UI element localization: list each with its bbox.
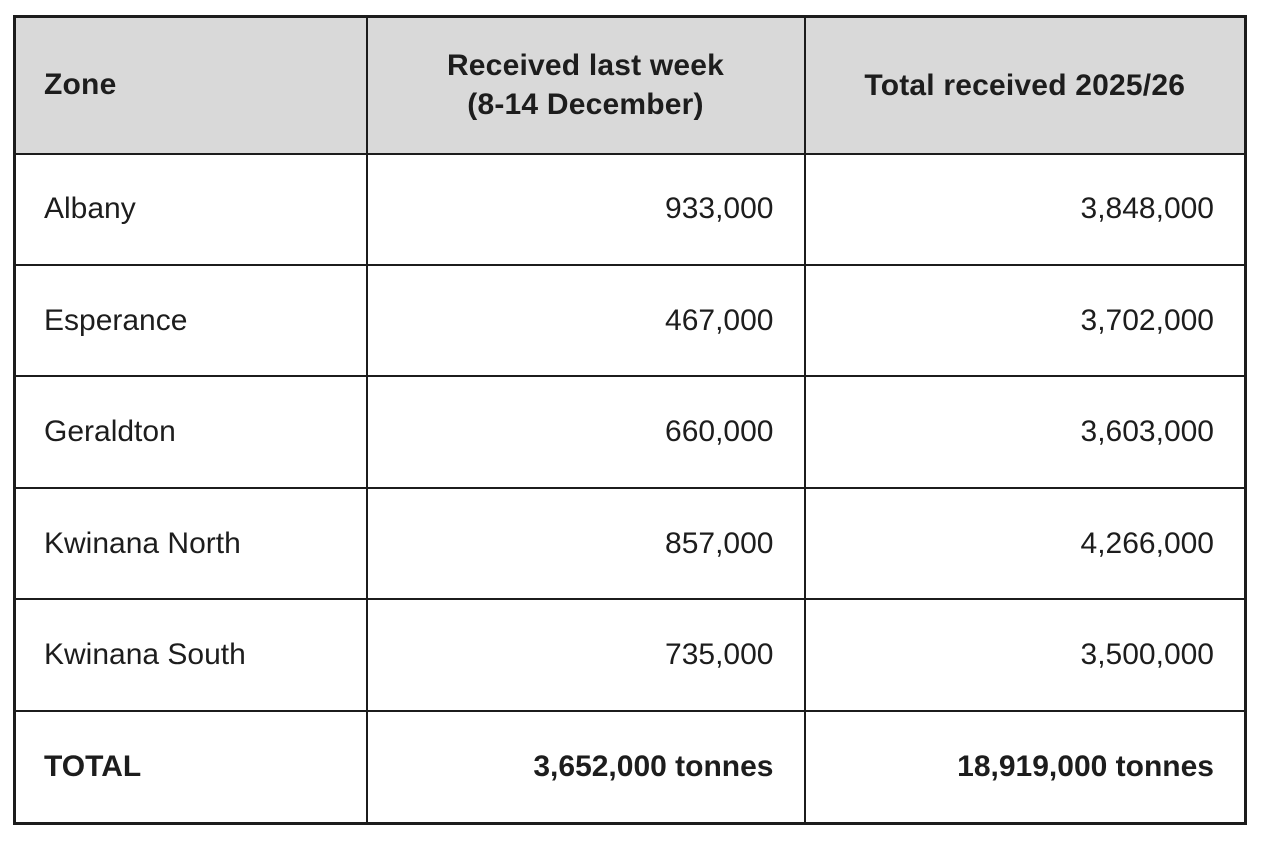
received-last-week-value: 933,000 [367, 154, 805, 265]
zone-name: Esperance [15, 265, 367, 376]
received-last-week-value: 735,000 [367, 599, 805, 710]
column-header-received-last-week [367, 17, 805, 154]
grain-receivals-table-container [13, 15, 1244, 825]
total-received-value: 4,266,000 [805, 488, 1246, 599]
column-header-zone: Zone [15, 17, 367, 154]
table-header-row [15, 17, 1246, 154]
received-last-week-value: 857,000 [367, 488, 805, 599]
received-last-week-line2: (8-14 December) [467, 88, 704, 122]
table-row-geraldton [15, 376, 1246, 487]
zone-name: Kwinana North [15, 488, 367, 599]
total-received-value: 3,603,000 [805, 376, 1246, 487]
table-row-kwinana-south [15, 599, 1246, 710]
grain-receivals-table [13, 15, 1247, 825]
total-received-value: 3,848,000 [805, 154, 1246, 265]
received-last-week-line1: Received last week [446, 49, 725, 83]
table-row-total [15, 711, 1246, 824]
total-received-value: 3,500,000 [805, 599, 1246, 710]
received-last-week-value: 660,000 [367, 376, 805, 487]
total-received-season-value: 18,919,000 tonnes [805, 711, 1246, 824]
total-received-value: 3,702,000 [805, 265, 1246, 376]
table-row-kwinana-north [15, 488, 1246, 599]
total-label: TOTAL [15, 711, 367, 824]
zone-name: Geraldton [15, 376, 367, 487]
zone-name: Albany [15, 154, 367, 265]
received-last-week-value: 467,000 [367, 265, 805, 376]
table-row-esperance [15, 265, 1246, 376]
zone-name: Kwinana South [15, 599, 367, 710]
column-header-total-received: Total received 2025/26 [805, 17, 1246, 154]
table-row-albany [15, 154, 1246, 265]
total-received-last-week-value: 3,652,000 tonnes [367, 711, 805, 824]
